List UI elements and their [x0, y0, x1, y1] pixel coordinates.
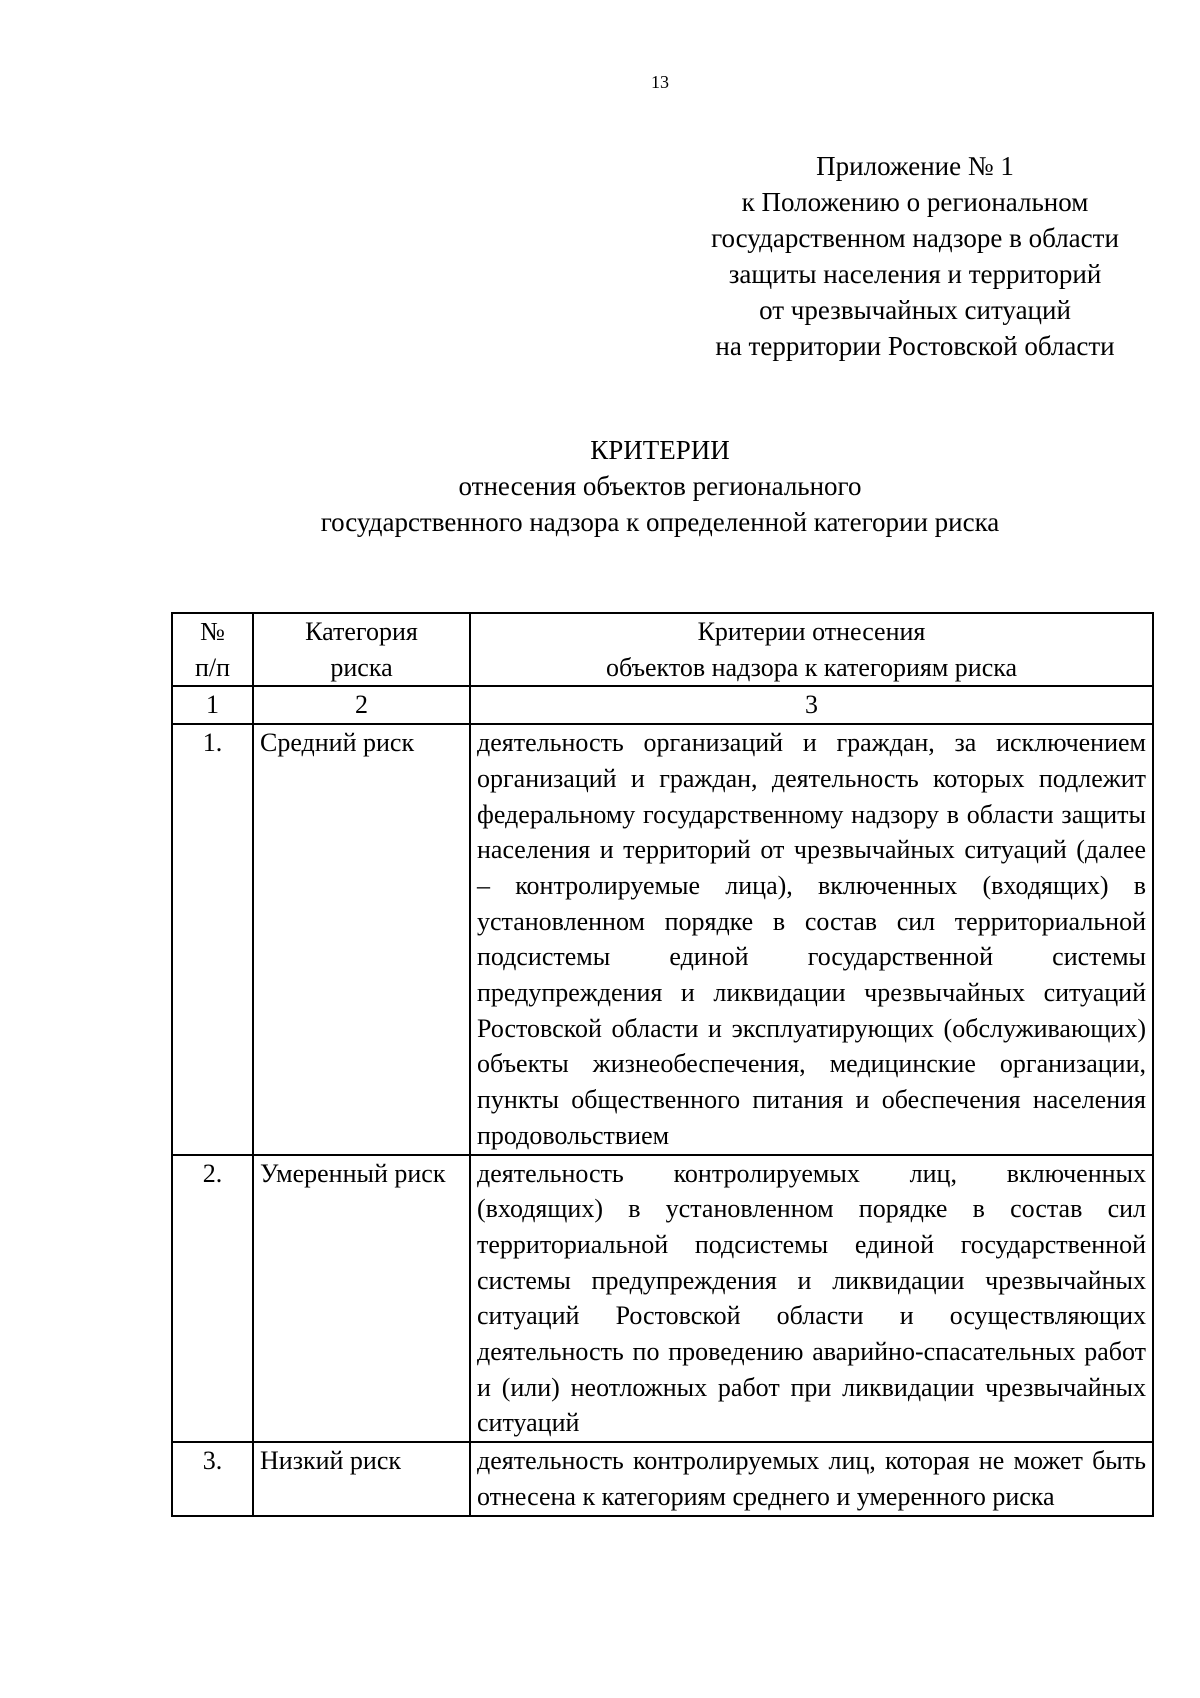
document-title — [170, 432, 1150, 540]
risk-category: Умеренный риск — [253, 1155, 470, 1443]
row-number: 2. — [172, 1155, 253, 1443]
risk-criteria: деятельность контролируемых лиц, включенных (входящих) в установленном порядке в состав сил территориальной подсистемы единой государственной системы предупреждения и ликвидации чрезвычайных ситуаций Ростовской области и осуществляющих деятельность по проведению аварийно-спасательных работ и (или) неотложных работ при ликвидации чрезвычайных ситуаций — [470, 1155, 1153, 1443]
appendix-line: государственном надзоре в области — [711, 223, 1119, 253]
table-header-row — [172, 613, 1153, 686]
appendix-line: Приложение № 1 — [816, 151, 1014, 181]
header-number — [172, 613, 253, 686]
title-heading: КРИТЕРИИ — [590, 435, 730, 465]
table-row — [172, 1442, 1153, 1515]
header-number-line: № — [200, 617, 225, 646]
column-number-row — [172, 686, 1153, 724]
appendix-block — [645, 148, 1185, 364]
row-number: 3. — [172, 1442, 253, 1515]
column-number: 2 — [253, 686, 470, 724]
page-number: 13 — [651, 72, 669, 92]
risk-category: Низкий риск — [253, 1442, 470, 1515]
risk-criteria: деятельность организаций и граждан, за исключением организаций и граждан, деятельность которых подлежит федеральному государственному надзору в области защиты населения и территорий от чрезвычайных ситуаций (далее – контролируемые лица), включенных (входящих) в установленном порядке в состав сил территориальной подсистемы единой государственной системы предупреждения и ликвидации чрезвычайных ситуаций Ростовской области и эксплуатирующих (обслуживающих) объекты жизнеобеспечения, медицинские организации, пункты общественного питания и обеспечения населения продовольствием — [470, 724, 1153, 1154]
risk-category: Средний риск — [253, 724, 470, 1154]
appendix-line: на территории Ростовской области — [715, 331, 1115, 361]
table-row — [172, 724, 1153, 1154]
header-category-line: Категория — [305, 617, 418, 646]
header-number-line: п/п — [194, 652, 231, 682]
risk-criteria: деятельность контролируемых лиц, которая не может быть отнесена к категориям среднего и умеренного риска — [470, 1442, 1153, 1515]
header-criteria-line: Критерии отнесения — [697, 617, 926, 646]
header-category — [253, 613, 470, 686]
column-number: 3 — [470, 686, 1153, 724]
appendix-line: к Положению о региональном — [741, 187, 1089, 217]
title-line: государственного надзора к определенной категории риска — [320, 507, 1000, 537]
header-category-line: риска — [330, 652, 393, 682]
appendix-line: защиты населения и территорий — [728, 259, 1102, 289]
criteria-table — [171, 612, 1154, 1517]
header-criteria — [470, 613, 1153, 686]
table-row — [172, 1155, 1153, 1443]
appendix-line: от чрезвычайных ситуаций — [759, 295, 1071, 325]
header-criteria-line: объектов надзора к категориям риска — [605, 652, 1018, 682]
column-number: 1 — [172, 686, 253, 724]
title-line: отнесения объектов регионального — [458, 471, 862, 501]
row-number: 1. — [172, 724, 253, 1154]
